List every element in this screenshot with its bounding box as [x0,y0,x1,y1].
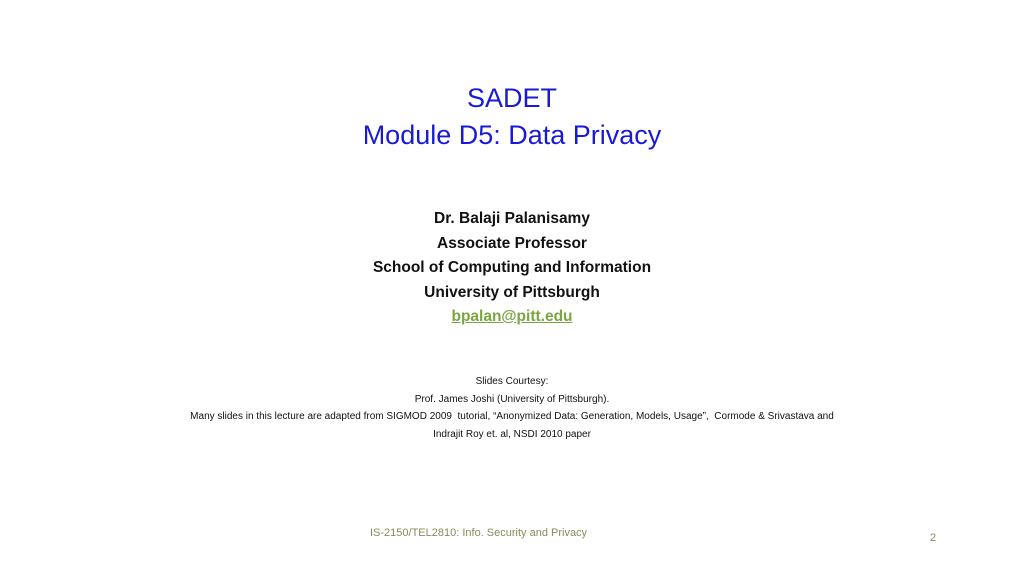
author-name: Dr. Balaji Palanisamy [434,210,590,227]
author-university: University of Pittsburgh [424,283,600,301]
author-info [0,207,1024,330]
courtesy-heading: Slides Courtesy: [475,376,549,387]
footer-course: IS-2150/TEL2810: Info. Security and Privacy [370,527,588,539]
author-email-row [0,305,1024,330]
courtesy-info [0,373,1024,443]
author-email-link[interactable]: bpalan@pitt.edu [451,308,573,325]
title-line-1: SADET [466,83,558,113]
author-position: Associate Professor [437,234,587,252]
courtesy-line-2: Many slides in this lecture are adapted from SIGMOD 2009 tutorial, “Anonymized Data: Generation, Models, Usage”, Cormode & Srivastava and [190,411,834,422]
courtesy-line-1: Prof. James Joshi (University of Pittsburgh). [414,393,610,405]
page-number: 2 [930,532,937,544]
title-line-2: Module D5: Data Privacy [362,120,662,150]
slide-title [0,80,1024,154]
courtesy-line-3: Indrajit Roy et. al, NSDI 2010 paper [433,428,591,440]
author-school: School of Computing and Information [372,259,652,276]
